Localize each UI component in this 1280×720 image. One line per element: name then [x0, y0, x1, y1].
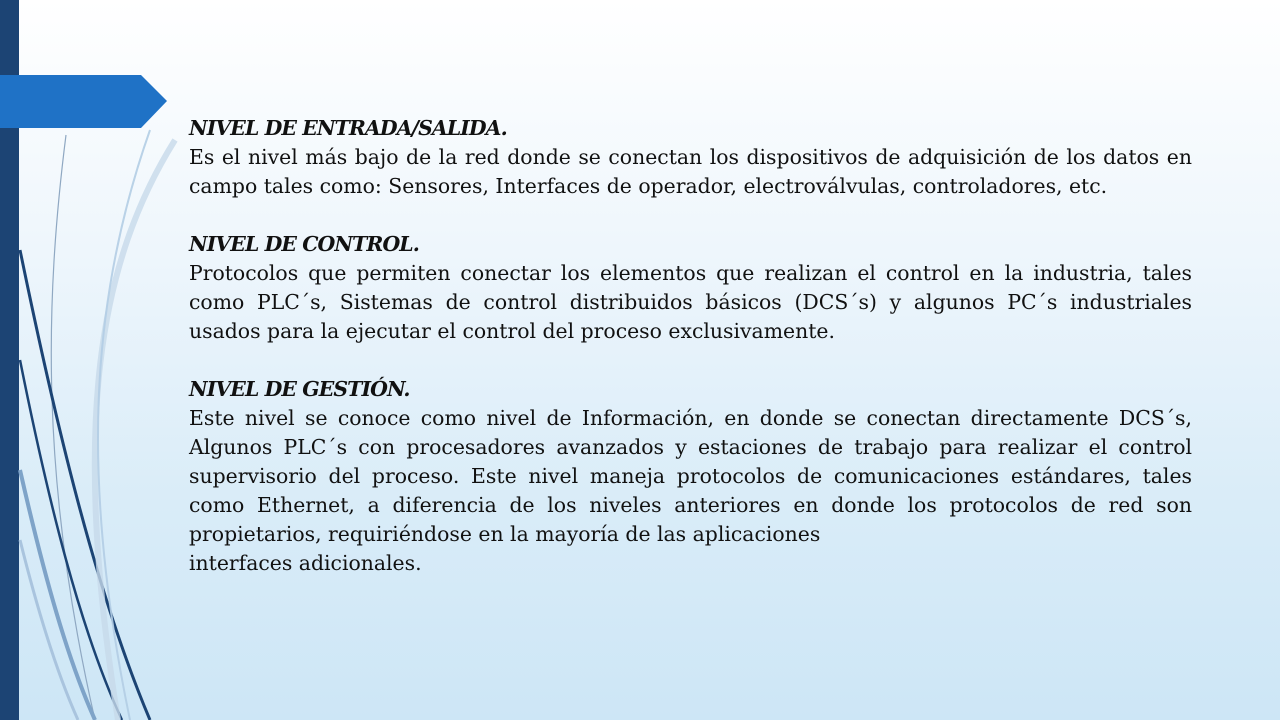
section-body-tail: interfaces adicionales. — [189, 551, 422, 575]
section-body: Este nivel se conoce como nivel de Información, en donde se conectan directamente DCS´s, Algunos PLC´s con procesadores avanzados y estaciones de trabajo para realizar el control supervisorio del proceso. Este nivel maneja protocolos de comunicaciones estándares, tales como Ethernet, a diferencia de los niveles anteriores en donde los protocolos de red son propietarios, requiriéndose en la mayoría de las aplicaciones — [189, 406, 1192, 546]
arrow-banner — [0, 75, 167, 128]
section-heading: NIVEL DE ENTRADA/SALIDA. — [189, 116, 507, 140]
section-gestion — [189, 375, 1192, 578]
section-body: Protocolos que permiten conectar los elementos que realizan el control en la industria, tales como PLC´s, Sistemas de control distribuidos básicos (DCS´s) y algunos PC´s industriales usados para la ejecutar el control del proceso exclusivamente. — [189, 261, 1192, 343]
section-entrada-salida — [189, 114, 1192, 201]
section-body: Es el nivel más bajo de la red donde se conectan los dispositivos de adquisición de los datos en campo tales como: Sensores, Interfaces de operador, electroválvulas, controladores, etc. — [189, 145, 1192, 198]
slide-content — [189, 114, 1192, 607]
section-control — [189, 230, 1192, 346]
section-heading: NIVEL DE GESTIÓN. — [189, 377, 410, 401]
section-heading: NIVEL DE CONTROL. — [189, 232, 419, 256]
